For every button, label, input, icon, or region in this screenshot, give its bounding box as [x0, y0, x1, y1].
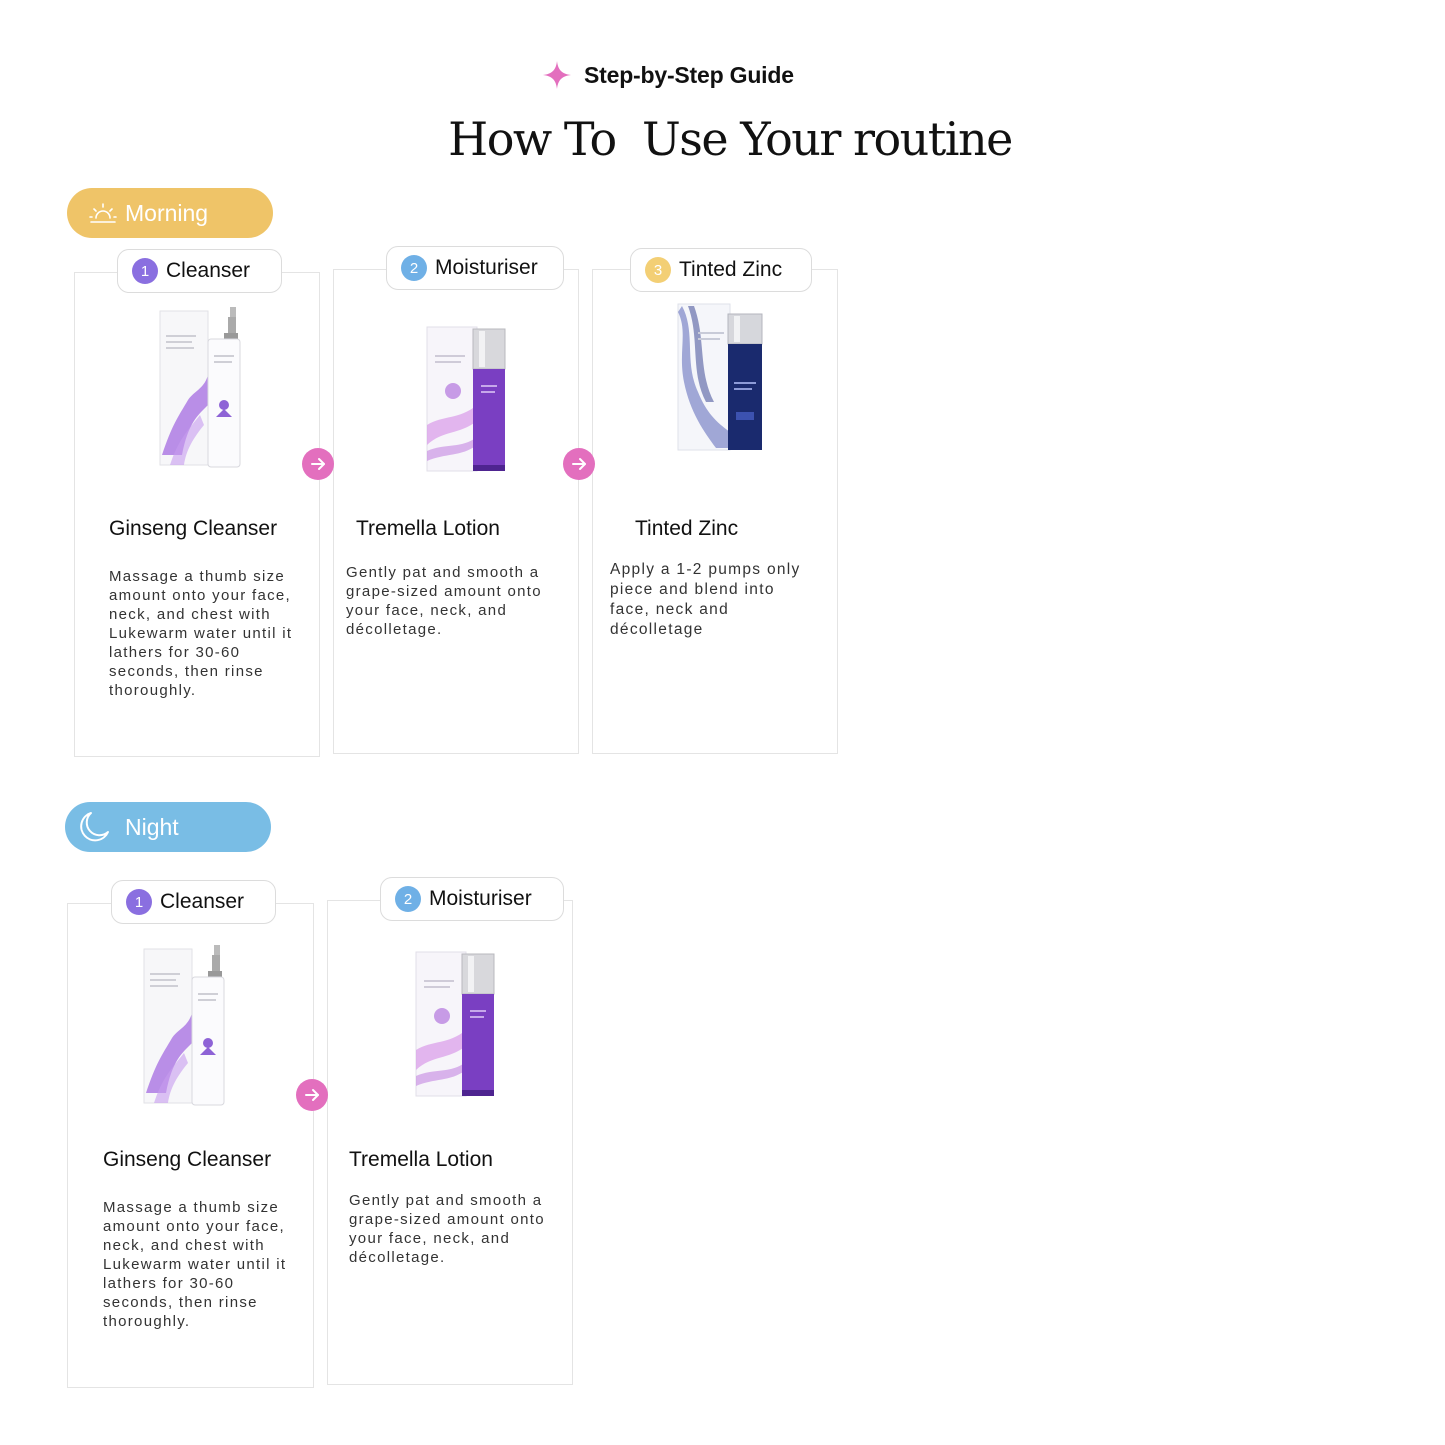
next-step-arrow-icon [296, 1079, 328, 1111]
tremella-lotion-image [425, 325, 509, 473]
product-description: Apply a 1-2 pumps only piece and blend into face, neck and décolletage [610, 561, 801, 638]
ginseng-cleanser-image [158, 305, 242, 469]
step-number-badge: 1 [126, 889, 152, 915]
step-number-badge: 3 [645, 257, 671, 283]
product-name: Tremella Lotion [356, 517, 500, 540]
product-name: Tremella Lotion [349, 1148, 493, 1171]
guide-label: Step-by-Step Guide [584, 61, 794, 88]
step-tag-label: Tinted Zinc [679, 258, 783, 281]
product-description: Gently pat and smooth a grape-sized amount onto your face, neck, and décolletage. [349, 1192, 545, 1266]
moon-icon [77, 810, 111, 844]
step-tag-label: Moisturiser [429, 887, 532, 910]
product-name: Tinted Zinc [635, 517, 739, 540]
ginseng-cleanser-image [142, 943, 226, 1107]
page-title: How To Use Your routine [448, 112, 1012, 166]
product-description: Gently pat and smooth a grape-sized amount onto your face, neck, and décolletage. [346, 564, 542, 638]
sunrise-icon [89, 201, 117, 225]
product-name: Ginseng Cleanser [103, 1148, 272, 1171]
product-description: Massage a thumb size amount onto your face, neck, and chest with Lukewarm water until it lathers for 30-60 seconds, then rinse thoroughly. [109, 568, 293, 699]
step-number-badge: 2 [395, 886, 421, 912]
night-label: Night [125, 813, 179, 840]
product-name: Ginseng Cleanser [109, 517, 278, 540]
step-tag-label: Cleanser [160, 890, 245, 913]
morning-label: Morning [125, 199, 209, 226]
night-step-tag-2 [380, 877, 564, 921]
next-step-arrow-icon [563, 448, 595, 480]
guide-eyebrow [542, 60, 794, 90]
morning-step-tag-3 [630, 248, 812, 292]
tinted-zinc-image [676, 302, 766, 452]
tremella-lotion-image [414, 950, 498, 1098]
night-step-tag-1 [111, 880, 276, 924]
morning-badge [67, 188, 273, 238]
next-step-arrow-icon [302, 448, 334, 480]
morning-step-tag-1 [117, 249, 282, 293]
night-badge [65, 802, 271, 852]
product-description: Massage a thumb size amount onto your face, neck, and chest with Lukewarm water until it lathers for 30-60 seconds, then rinse thoroughly. [103, 1199, 287, 1330]
step-tag-label: Cleanser [166, 259, 251, 282]
morning-step-tag-2 [386, 246, 564, 290]
step-number-badge: 2 [401, 255, 427, 281]
sparkle-icon [542, 60, 572, 90]
step-number-badge: 1 [132, 258, 158, 284]
step-tag-label: Moisturiser [435, 256, 538, 279]
